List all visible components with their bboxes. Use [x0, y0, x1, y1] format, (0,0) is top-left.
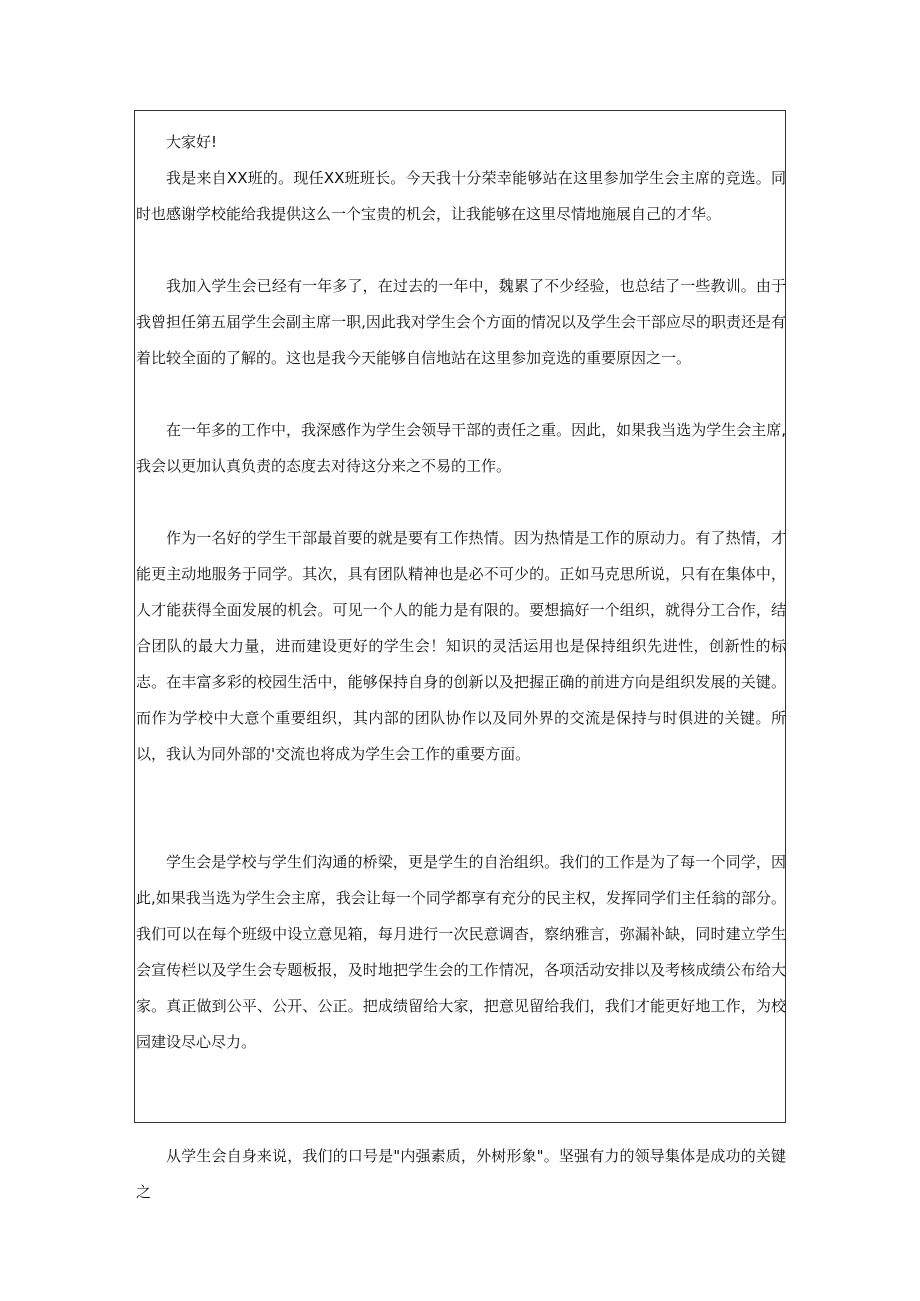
paragraph-5: 学生会是学校与学生们沟通的桥梁，更是学生的自治组织。我们的工作是为了每一个同学，因此,如果我当选为学生会主席，我会让每一个同学都享有充分的民主权，发挥同学们主任翁的部分。我们可以在每个班级中设立意见箱，每月进行一次民意调杳，察纳雅言，弥漏补缺，同时建立学生会宣传栏以及学生会专题板报，及时地把学生会的工作情况，各项活动安排以及考核成绩公布给大家。真正做到公平、公开、公正。把成绩留给大家，把意见留给我们，我们才能更好地工作，为校园建设尽心尽力。 — [136, 853, 786, 1051]
paragraph-2: 我加入学生会已经有一年多了，在过去的一年中，魏累了不少经验，也总结了一些教训。由于我曾担任第五届学生会副主席一职,因此我对学生会个方面的情况以及学生会干部应尽的职责还是有着比较全面的了解的。这也是我今天能够自信地站在这里参加竞选的重要原因之一。 — [136, 277, 786, 367]
paragraph-3: 在一年多的工作中，我深感作为学生会领导干部的责任之重。因此，如果我当选为学生会主席,我会以更加认真负责的态度去对待这分来之不易的工作。 — [136, 421, 786, 475]
greeting: 大家好! — [166, 133, 218, 151]
paragraph-1: 我是来自XX班的。现任XX班班长。今天我十分荣幸能够站在这里参加学生会主席的竞选。同时也感谢学校能给我提供这么一个宝贵的机会，让我能够在这里尽情地施展自己的才华。 — [136, 169, 786, 223]
trailing-paragraph: 从学生会自身来说，我们的口号是"内强素质，外树形象"。坚强有力的领导集体是成功的关键之 — [136, 1147, 786, 1201]
paragraph-4: 作为一名好的学生干部最首要的就是要有工作热情。因为热情是工作的原动力。有了热情，才能更主动地服务于同学。其次，具有团队精神也是必不可少的。正如马克思所说，只有在集体中，人才能获得全面发展的机会。可见一个人的能力是有限的。要想搞好一个组织，就得分工合作，结合团队的最大力量，进而建设更好的学生会！知识的灵活运用也是保持组织先进性，创新性的标志。在丰富多彩的校园生活中，能够保持自身的创新以及把握正确的前进方向是组织发展的关键。而作为学校中大意个重要组织，其内部的团队协作以及同外界的交流是保持与时俱进的关键。所以，我认为同外部的'交流也将成为学生会工作的重要方面。 — [136, 529, 786, 763]
